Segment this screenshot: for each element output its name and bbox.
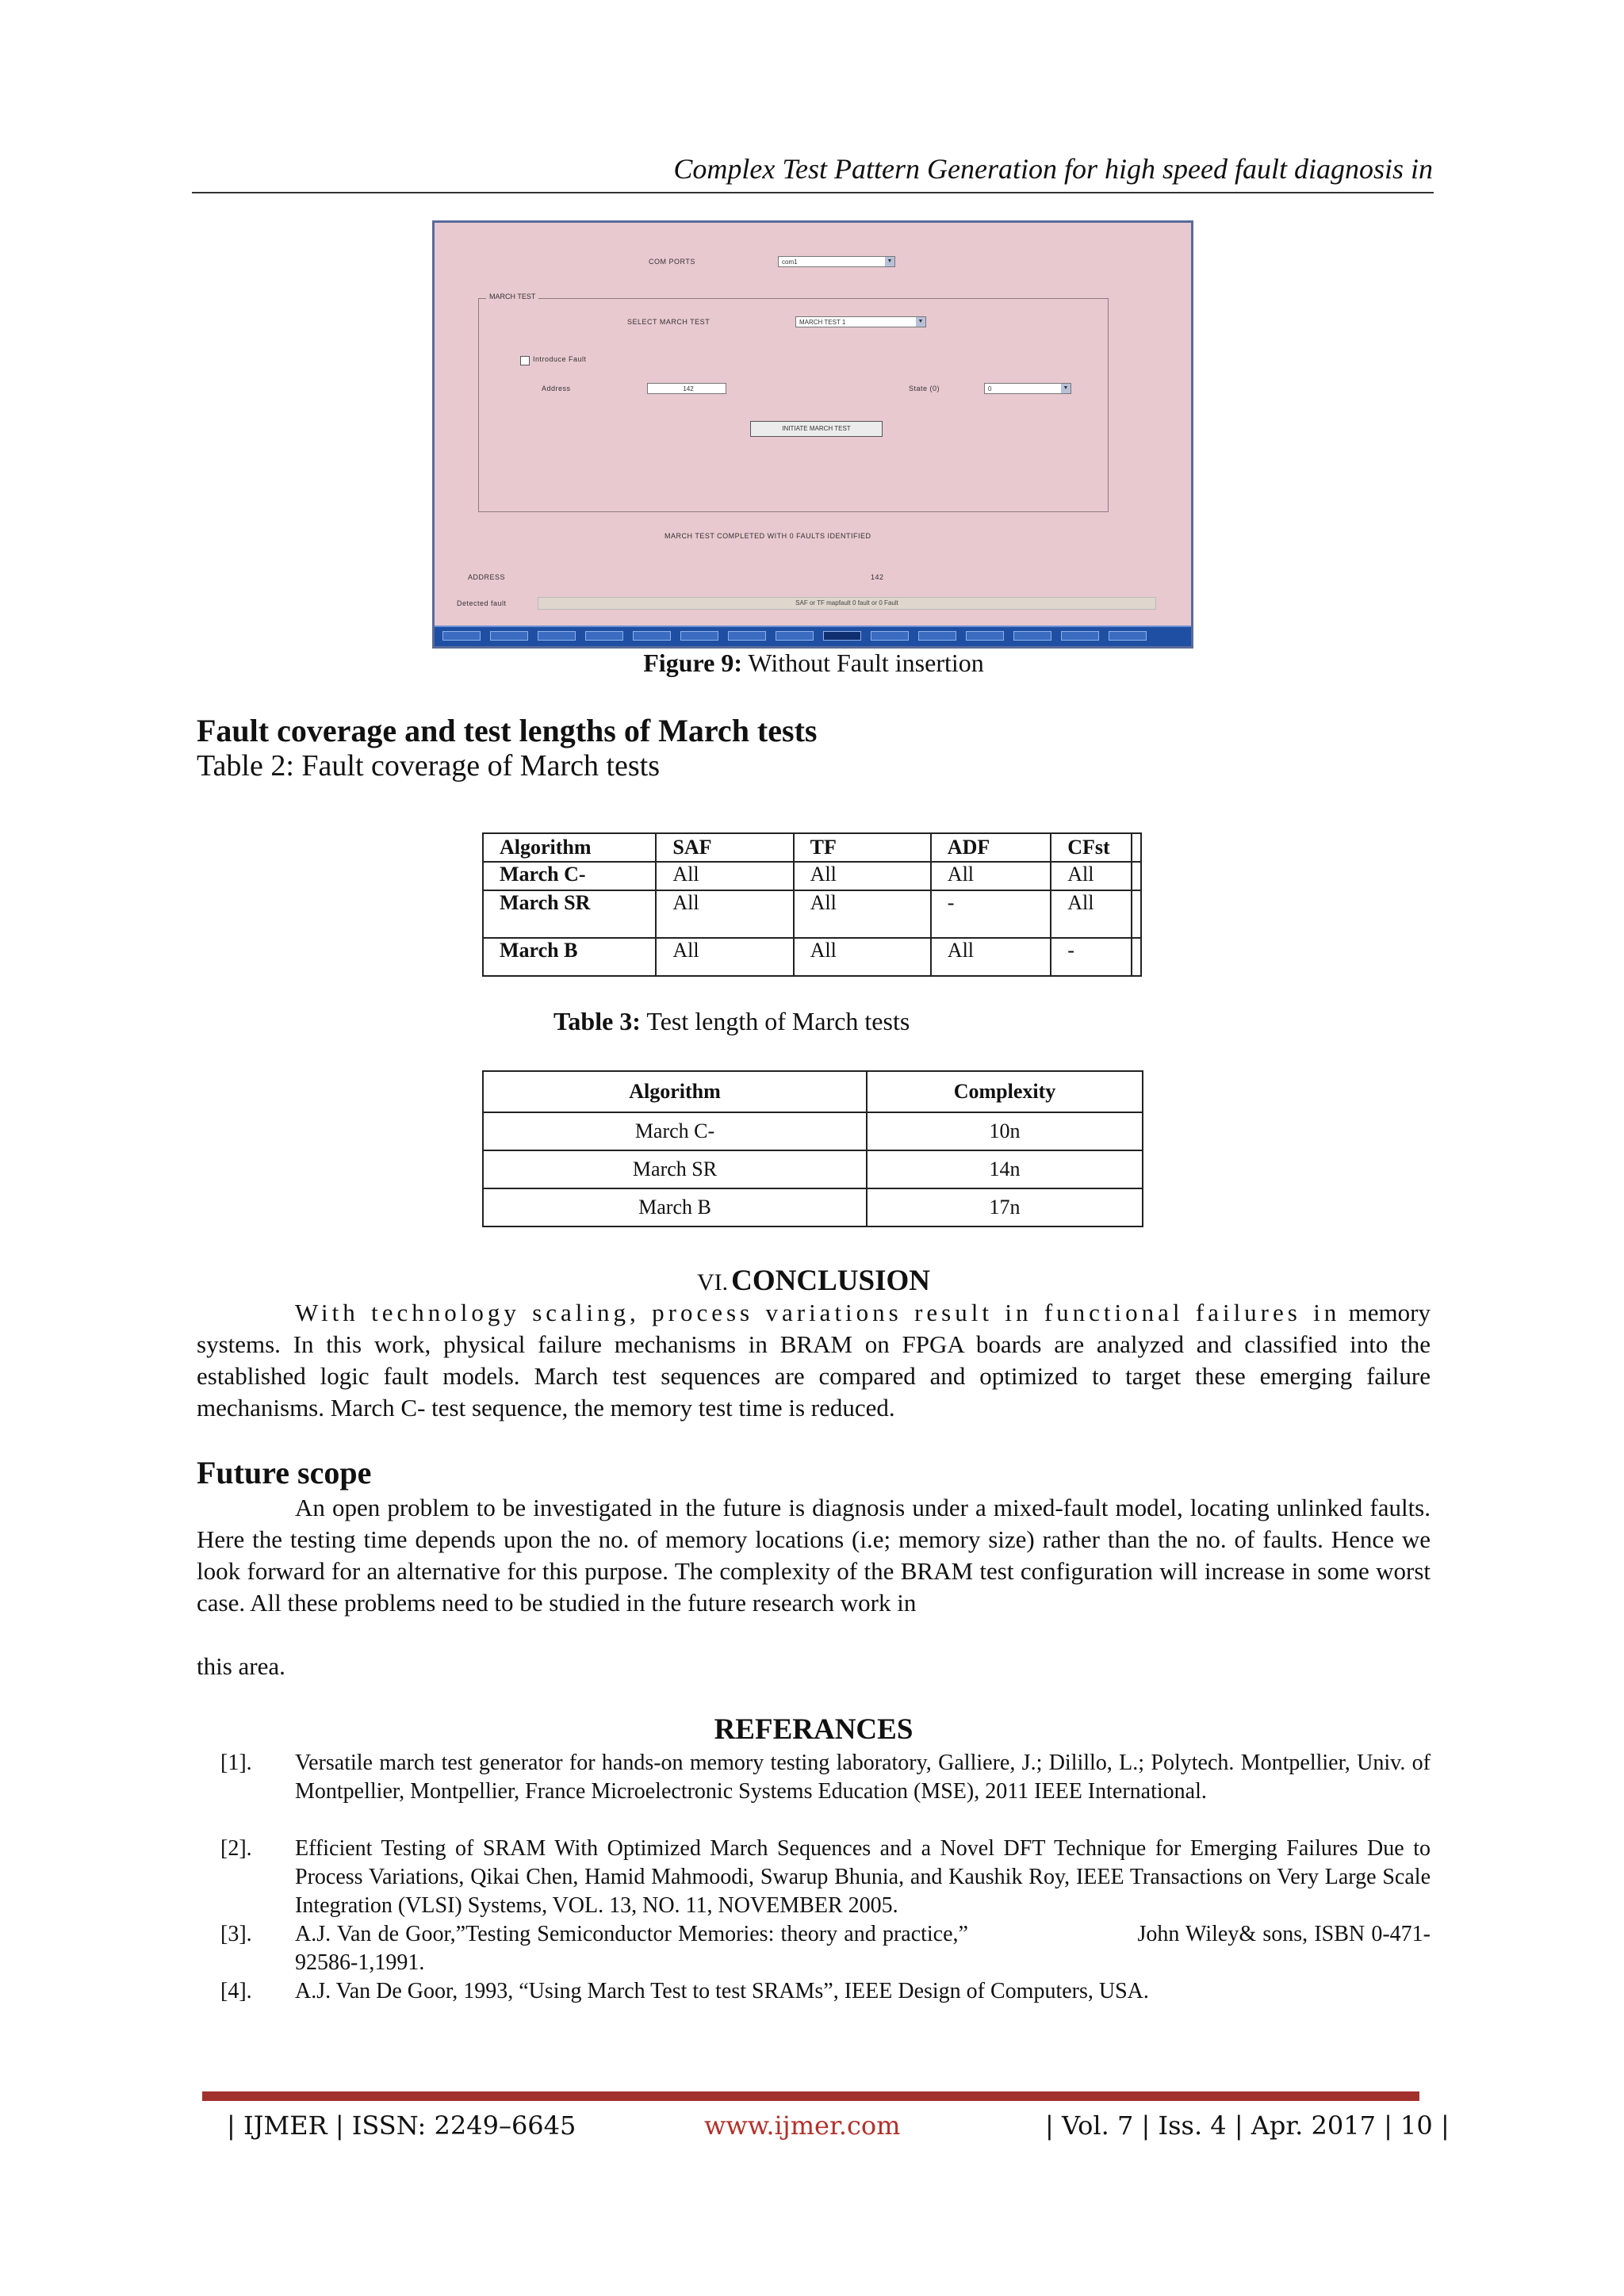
address-output-label: ADDRESS xyxy=(468,573,506,581)
fault-coverage-heading: Fault coverage and test lengths of March tests xyxy=(197,713,818,748)
table-edge-cell xyxy=(1132,890,1141,938)
reference-number: [3]. xyxy=(220,1922,252,1946)
table-cell: All xyxy=(931,938,1051,976)
table-row xyxy=(483,1150,1143,1188)
table-row xyxy=(483,1188,1143,1226)
table-header-cell: TF xyxy=(794,833,931,862)
windows-taskbar xyxy=(435,626,1191,646)
reference-text: Efficient Testing of SRAM With Optimized March Sequences and a Novel DFT Technique for Emerging Failures Due to Process Variations, Qikai Chen, Hamid Mahmoodi, Swarup Bhunia, and Kaushik Roy, IEEE Transactions on Very Large Scale Integration (VLSI) Systems, VOL. 13, NO. 11, NOVEMBER 2005. xyxy=(295,1836,1431,1918)
reference-number: [4]. xyxy=(220,1979,252,2003)
taskbar-button[interactable] xyxy=(966,631,1004,641)
chevron-down-icon: ▼ xyxy=(916,317,925,327)
com-ports-label: COM PORTS xyxy=(649,258,695,266)
conclusion-paragraph xyxy=(197,1297,1431,1424)
taskbar-button[interactable] xyxy=(633,631,671,641)
table-header-cell: Algorithm xyxy=(483,833,656,862)
taskbar-button[interactable] xyxy=(776,631,814,641)
taskbar-button[interactable] xyxy=(1061,631,1099,641)
table-header-cell: CFst xyxy=(1051,833,1132,862)
table-edge-cell xyxy=(1132,938,1141,976)
table-cell: March C- xyxy=(483,1112,867,1150)
footer-url-link[interactable]: www.ijmer.com xyxy=(704,2110,901,2141)
table-cell: March B xyxy=(483,938,656,976)
taskbar-button[interactable] xyxy=(823,631,861,641)
march-test-frame xyxy=(478,298,1109,512)
reference-number: [1]. xyxy=(220,1751,252,1775)
table-cell: All xyxy=(931,862,1051,890)
future-scope-paragraph-end: this area. xyxy=(197,1652,285,1680)
figure-9-gui-screenshot xyxy=(432,220,1193,649)
status-message: MARCH TEST COMPLETED WITH 0 FAULTS IDENTIFIED xyxy=(665,532,871,540)
future-scope-text: An open problem to be investigated in the future is diagnosis under a mixed-fault model, locating unlinked faults. Here the testing time depends upon the no. of memory locations (i.e; memory size) rather than the no. of faults. Hence we look forward for an alternative for this purpose. The complexity of the BRAM test configuration will increase in some worst case. All these problems need to be studied in the future research work in xyxy=(197,1494,1431,1617)
table-2-title: Table 2: Fault coverage of March tests xyxy=(197,749,661,783)
table-row xyxy=(483,938,1141,976)
introduce-fault-label: Introduce Fault xyxy=(533,355,587,363)
initiate-march-test-button[interactable]: INITIATE MARCH TEST xyxy=(750,421,883,437)
references-heading: REFERANCES xyxy=(714,1713,914,1746)
figure-9-caption xyxy=(194,649,1433,678)
table-cell: All xyxy=(656,890,793,938)
table-2-fault-coverage xyxy=(482,832,1142,977)
table-cell: All xyxy=(656,862,793,890)
detected-fault-output: SAF or TF mapfault 0 fault or 0 Fault xyxy=(538,597,1156,610)
footer-rule xyxy=(202,2091,1419,2101)
figure-9-caption-text: Without Fault insertion xyxy=(741,649,984,677)
table-3-caption-text: Test length of March tests xyxy=(640,1007,910,1035)
address-label: Address xyxy=(542,385,571,392)
table-cell: March SR xyxy=(483,890,656,938)
table-row xyxy=(483,1112,1143,1150)
table-edge-cell xyxy=(1132,862,1141,890)
taskbar-button[interactable] xyxy=(1109,631,1147,641)
future-scope-heading: Future scope xyxy=(197,1455,372,1490)
select-march-test-label: SELECT MARCH TEST xyxy=(627,318,710,326)
state-value: 0 xyxy=(988,385,992,392)
taskbar-button[interactable] xyxy=(538,631,576,641)
section-title: CONCLUSION xyxy=(731,1265,930,1297)
chevron-down-icon: ▼ xyxy=(885,257,894,266)
table-cell: March B xyxy=(483,1188,867,1226)
table-header-cell: Algorithm xyxy=(483,1071,867,1112)
table-row xyxy=(483,890,1141,938)
com-ports-select[interactable] xyxy=(778,256,895,267)
conclusion-text: memory systems. In this work, physical failure mechanisms in BRAM on FPGA boards are analyzed and classified into the established logic fault models. March test sequences are compared and optimized to target these emerging failure mechanisms. March C- test sequence, the memory test time is reduced. xyxy=(197,1299,1431,1422)
state-select[interactable] xyxy=(984,383,1071,394)
table-cell: 10n xyxy=(867,1112,1143,1150)
conclusion-heading xyxy=(194,1264,1433,1298)
com-ports-value: com1 xyxy=(782,258,798,266)
address-input[interactable] xyxy=(647,383,726,394)
table-edge-cell xyxy=(1132,833,1141,862)
table-3-test-length xyxy=(482,1070,1143,1227)
march-test-frame-title: MARCH TEST xyxy=(486,293,538,300)
table-cell: March C- xyxy=(483,862,656,890)
table-cell: - xyxy=(1051,938,1132,976)
table-header-cell: ADF xyxy=(931,833,1051,862)
table-cell: All xyxy=(794,890,931,938)
table-cell: 17n xyxy=(867,1188,1143,1226)
address-value: 142 xyxy=(683,385,694,392)
taskbar-button[interactable] xyxy=(490,631,528,641)
table-cell: All xyxy=(1051,890,1132,938)
table-3-caption-label: Table 3: xyxy=(553,1007,641,1035)
taskbar-button[interactable] xyxy=(728,631,766,641)
reference-number: [2]. xyxy=(220,1836,252,1861)
chevron-down-icon: ▼ xyxy=(1061,384,1071,393)
table-header-cell: Complexity xyxy=(867,1071,1143,1112)
table-3-caption xyxy=(553,1007,910,1036)
taskbar-button[interactable] xyxy=(1013,631,1051,641)
taskbar-button[interactable] xyxy=(585,631,623,641)
table-row xyxy=(483,862,1141,890)
section-number: VI. xyxy=(697,1269,729,1295)
table-header-row xyxy=(483,1071,1143,1112)
figure-9-caption-label: Figure 9: xyxy=(643,649,742,677)
running-header: Complex Test Pattern Generation for high speed fault diagnosis in xyxy=(673,153,1433,185)
table-cell: - xyxy=(931,890,1051,938)
table-header-row xyxy=(483,833,1141,862)
table-header-cell: SAF xyxy=(656,833,793,862)
reference-text: Versatile march test generator for hands-on memory testing laboratory, Galliere, J.; Dilillo, L.; Polytech. Montpellier, Univ. of Montpellier, Montpellier, France Microelectronic Systems Education (MSE), 2011 IEEE International. xyxy=(295,1751,1431,1804)
taskbar-button[interactable] xyxy=(918,631,956,641)
table-cell: All xyxy=(1051,862,1132,890)
taskbar-button[interactable] xyxy=(442,631,481,641)
detected-fault-label: Detected fault xyxy=(457,599,507,607)
conclusion-lead-text: With technology scaling, process variations result in functional failures in xyxy=(295,1299,1341,1326)
table-cell: All xyxy=(794,938,931,976)
footer-journal: | IJMER | ISSN: 2249–6645 xyxy=(227,2110,576,2141)
reference-text: A.J. Van De Goor, 1993, “Using March Test to test SRAMs”, IEEE Design of Computers, USA. xyxy=(295,1979,1149,2003)
footer-issue: | Vol. 7 | Iss. 4 | Apr. 2017 | 10 | xyxy=(1045,2110,1450,2141)
future-scope-paragraph xyxy=(197,1492,1431,1619)
reference-text: A.J. Van de Goor,”Testing Semiconductor Memories: theory and practice,” John Wiley& sons, ISBN 0-471-92586-1,1991. xyxy=(295,1922,1431,1975)
table-cell: March SR xyxy=(483,1150,867,1188)
header-rule xyxy=(192,192,1434,193)
address-output-value: 142 xyxy=(871,573,884,581)
taskbar-button[interactable] xyxy=(871,631,909,641)
taskbar-button[interactable] xyxy=(680,631,718,641)
select-march-test-dropdown[interactable] xyxy=(795,316,926,327)
table-cell: All xyxy=(656,938,793,976)
state-label: State (0) xyxy=(909,385,940,392)
table-cell: 14n xyxy=(867,1150,1143,1188)
table-cell: All xyxy=(794,862,931,890)
introduce-fault-checkbox[interactable] xyxy=(520,356,530,365)
select-march-test-value: MARCH TEST 1 xyxy=(799,319,846,326)
